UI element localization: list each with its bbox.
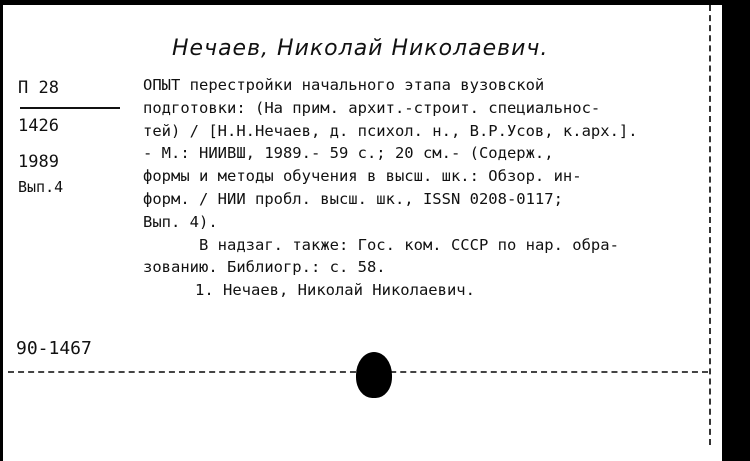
description-line: ОПЫТ перестройки начального этапа вузовской: [143, 76, 545, 94]
description-line: - М.: НИИВШ, 1989.- 59 с.; 20 см.- (Содерж.,: [143, 144, 554, 163]
card-punch-hole: [356, 352, 392, 398]
author-heading: Нечаев, Николай Николаевич.: [172, 36, 549, 61]
card-left-edge: [0, 0, 3, 461]
description-line: формы и методы обучения в высш. шк.: Обзор. ин-: [143, 167, 582, 186]
card-right-edge: [722, 0, 750, 461]
call-number-year: 1989: [18, 152, 59, 172]
call-number-issue: Вып.4: [18, 178, 64, 196]
call-number-line2: 1426: [18, 116, 59, 136]
description-line: тей) / [Н.Н.Нечаев, д. психол. н., В.Р.Усов, к.арх.].: [143, 121, 638, 140]
description-line: подготовки: (На прим. архит.-строит. специальнос-: [143, 98, 601, 117]
tracing-entry: 1. Нечаев, Николай Николаевич.: [195, 281, 475, 300]
note-line: зованию. Библиогр.: с. 58.: [143, 258, 386, 277]
call-number-line1: П 28: [18, 78, 59, 98]
bibliographic-description: [143, 74, 711, 302]
description-line: форм. / НИИ пробл. высш. шк., ISSN 0208-0117;: [143, 189, 563, 208]
card-top-edge: [0, 0, 750, 5]
description-line: Вып. 4).: [143, 212, 218, 231]
call-number-divider: [20, 107, 120, 109]
note-line: В надзаг. также: Гос. ком. СССР по нар. обра-: [199, 235, 619, 254]
inventory-number: 90-1467: [16, 338, 92, 359]
